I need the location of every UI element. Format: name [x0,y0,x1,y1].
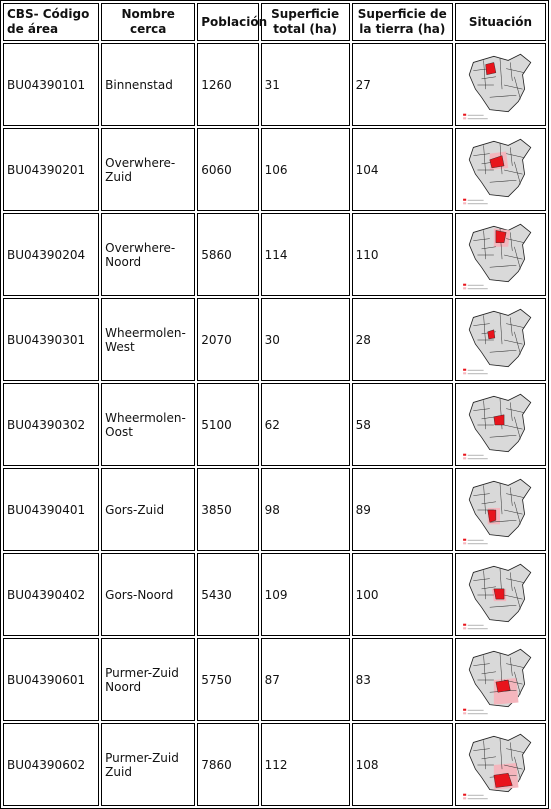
highlighted-neighborhood [494,588,504,598]
name-cell: Wheermolen-Oost [101,383,195,466]
legend-swatch-district [464,542,467,544]
land-area-cell: 28 [352,298,453,381]
situation-cell [455,383,546,466]
table-row [3,723,546,806]
legend-swatch-neighborhood [464,708,467,710]
total-area-cell: 30 [261,298,350,381]
table-row [3,383,546,466]
table-row [3,213,546,296]
legend-swatch-district [464,457,467,459]
population-cell: 5750 [197,638,258,721]
code-cell: BU04390601 [3,638,99,721]
code-cell: BU04390201 [3,128,99,211]
population-cell: 6060 [197,128,258,211]
highlighted-neighborhood [496,230,506,242]
highlighted-neighborhood [496,680,510,692]
legend-swatch-neighborhood [464,538,467,540]
legend-swatch-district [464,712,467,714]
header-land-area: Superficie de la tierra (ha) [352,3,453,41]
legend-swatch-neighborhood [464,113,467,115]
municipality-outline [470,54,532,111]
legend-swatch-district [464,372,467,374]
situation-cell [455,638,546,721]
table-row [3,553,546,636]
legend-swatch-district [464,202,467,204]
header-row [3,3,546,41]
name-cell: Purmer-Zuid Noord [101,638,195,721]
location-map [459,48,541,122]
legend-swatch-neighborhood [464,368,467,370]
code-cell: BU04390401 [3,468,99,551]
land-area-cell: 110 [352,213,453,296]
legend-swatch-district [464,117,467,119]
location-map [459,388,541,462]
code-cell: BU04390302 [3,383,99,466]
population-cell: 5100 [197,383,258,466]
name-cell: Binnenstad [101,43,195,126]
code-cell: BU04390301 [3,298,99,381]
legend-swatch-district [464,797,467,799]
total-area-cell: 106 [261,128,350,211]
name-cell: Gors-Zuid [101,468,195,551]
header-situation: Situación [455,3,546,41]
total-area-cell: 112 [261,723,350,806]
land-area-cell: 27 [352,43,453,126]
legend-swatch-district [464,287,467,289]
land-area-cell: 83 [352,638,453,721]
situation-cell [455,128,546,211]
legend-swatch-neighborhood [464,793,467,795]
name-cell: Overwhere-Noord [101,213,195,296]
table-row [3,468,546,551]
code-cell: BU04390204 [3,213,99,296]
name-cell: Purmer-Zuid Zuid [101,723,195,806]
total-area-cell: 31 [261,43,350,126]
code-cell: BU04390101 [3,43,99,126]
highlighted-neighborhood [494,414,504,424]
population-cell: 5860 [197,213,258,296]
legend-swatch-neighborhood [464,283,467,285]
table-row [3,43,546,126]
situation-cell [455,298,546,381]
header-total-area: Superficie total (ha) [261,3,350,41]
situation-cell [455,213,546,296]
total-area-cell: 62 [261,383,350,466]
land-area-cell: 108 [352,723,453,806]
legend-swatch-neighborhood [464,198,467,200]
name-cell: Gors-Noord [101,553,195,636]
name-cell: Overwhere-Zuid [101,128,195,211]
total-area-cell: 109 [261,553,350,636]
total-area-cell: 98 [261,468,350,551]
total-area-cell: 87 [261,638,350,721]
table-row [3,638,546,721]
population-cell: 2070 [197,298,258,381]
location-map [459,303,541,377]
land-area-cell: 58 [352,383,453,466]
location-map [459,218,541,292]
legend-swatch-neighborhood [464,453,467,455]
location-map [459,133,541,207]
situation-cell [455,43,546,126]
population-cell: 1260 [197,43,258,126]
population-cell: 5430 [197,553,258,636]
header-code: CBS- Código de área [3,3,99,41]
highlighted-neighborhood [486,62,496,74]
land-area-cell: 100 [352,553,453,636]
total-area-cell: 114 [261,213,350,296]
location-map [459,643,541,717]
table-row [3,298,546,381]
municipality-outline [470,309,532,366]
population-cell: 7860 [197,723,258,806]
situation-cell [455,723,546,806]
location-map [459,473,541,547]
code-cell: BU04390602 [3,723,99,806]
situation-cell [455,553,546,636]
legend-swatch-district [464,627,467,629]
land-area-cell: 104 [352,128,453,211]
location-map [459,558,541,632]
location-map [459,728,541,802]
land-area-cell: 89 [352,468,453,551]
name-cell: Wheermolen-West [101,298,195,381]
code-cell: BU04390402 [3,553,99,636]
header-name: Nombre cerca [101,3,195,41]
header-population: Población [197,3,258,41]
population-cell: 3850 [197,468,258,551]
legend-swatch-neighborhood [464,623,467,625]
situation-cell [455,468,546,551]
table-row [3,128,546,211]
